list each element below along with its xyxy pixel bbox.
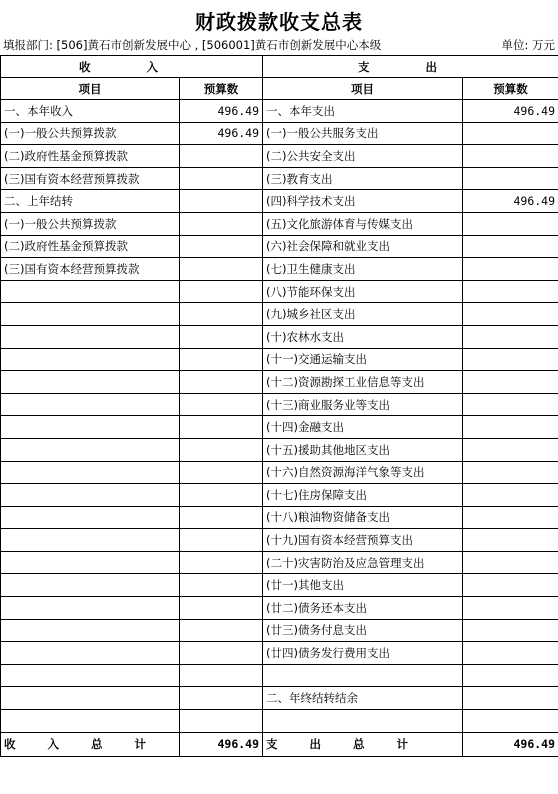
page-title: 财政拨款收支总表 (195, 10, 363, 34)
table-row (1, 303, 558, 326)
expense-item-cell: (廿一)其他支出 (263, 574, 463, 597)
table-row (1, 461, 558, 484)
expense-value-cell (463, 258, 558, 281)
income-value-cell (180, 529, 263, 552)
expense-value-cell (463, 461, 558, 484)
expense-item-header: 项目 (263, 78, 463, 100)
expense-item-cell: (二)公共安全支出 (263, 145, 463, 168)
table-row (1, 574, 558, 597)
table-row (1, 506, 558, 529)
expense-value-cell (463, 167, 558, 190)
table-row (1, 664, 558, 687)
income-value-cell (180, 416, 263, 439)
income-item-cell (1, 416, 180, 439)
income-section-header: 收 入 (1, 56, 263, 78)
income-total-label: 收 入 总 计 (1, 732, 180, 756)
expense-item-cell: 二、年终结转结余 (263, 687, 463, 710)
income-item-cell: (一)一般公共预算拨款 (1, 122, 180, 145)
income-value-cell (180, 484, 263, 507)
income-item-cell (1, 710, 180, 733)
table-row (1, 416, 558, 439)
expense-total-label: 支 出 总 计 (263, 732, 463, 756)
income-budget-header: 预算数 (180, 78, 263, 100)
table-row (1, 687, 558, 710)
expense-item-cell: (十)农林水支出 (263, 325, 463, 348)
income-item-cell: (三)国有资本经营预算拨款 (1, 167, 180, 190)
income-item-cell (1, 438, 180, 461)
income-item-cell (1, 461, 180, 484)
expense-item-cell: (三)教育支出 (263, 167, 463, 190)
income-total-value: 496.49 (180, 732, 263, 756)
table-row (1, 371, 558, 394)
expense-value-cell: 496.49 (463, 100, 558, 123)
expense-item-cell: (一)一般公共服务支出 (263, 122, 463, 145)
income-item-cell (1, 597, 180, 620)
expense-total-value: 496.49 (463, 732, 558, 756)
income-value-cell: 496.49 (180, 122, 263, 145)
income-item-cell (1, 551, 180, 574)
income-value-cell (180, 235, 263, 258)
income-value-cell (180, 597, 263, 620)
income-item-cell: (一)一般公共预算拨款 (1, 212, 180, 235)
income-item-cell (1, 619, 180, 642)
income-value-cell (180, 190, 263, 213)
table-row (1, 597, 558, 620)
income-value-cell (180, 642, 263, 665)
income-item-cell: (二)政府性基金预算拨款 (1, 145, 180, 168)
income-item-cell (1, 529, 180, 552)
income-value-cell (180, 371, 263, 394)
expense-item-cell: (十四)金融支出 (263, 416, 463, 439)
table-row (1, 393, 558, 416)
table-row (1, 258, 558, 281)
income-value-cell: 496.49 (180, 100, 263, 123)
income-item-cell: 一、本年收入 (1, 100, 180, 123)
table-row (1, 235, 558, 258)
expense-value-cell (463, 619, 558, 642)
income-value-cell (180, 438, 263, 461)
expense-item-cell (263, 664, 463, 687)
income-value-cell (180, 461, 263, 484)
income-item-cell (1, 484, 180, 507)
income-value-cell (180, 664, 263, 687)
expense-value-cell (463, 303, 558, 326)
expense-item-cell: (四)科学技术支出 (263, 190, 463, 213)
column-header-row (1, 78, 558, 100)
expense-item-cell: (廿二)债务还本支出 (263, 597, 463, 620)
expense-item-cell: (廿四)债务发行费用支出 (263, 642, 463, 665)
income-item-cell (1, 348, 180, 371)
table-row (1, 710, 558, 733)
expense-value-cell (463, 484, 558, 507)
expense-value-cell: 496.49 (463, 190, 558, 213)
table-row (1, 325, 558, 348)
expense-value-cell (463, 325, 558, 348)
expense-item-cell: (六)社会保障和就业支出 (263, 235, 463, 258)
table-row (1, 190, 558, 213)
table-row (1, 100, 558, 123)
income-item-cell (1, 325, 180, 348)
expense-item-cell: (五)文化旅游体育与传媒支出 (263, 212, 463, 235)
expense-value-cell (463, 235, 558, 258)
expense-value-cell (463, 664, 558, 687)
income-item-cell (1, 664, 180, 687)
income-item-cell (1, 371, 180, 394)
income-value-cell (180, 348, 263, 371)
expense-item-cell: (七)卫生健康支出 (263, 258, 463, 281)
expense-item-cell: (十五)援助其他地区支出 (263, 438, 463, 461)
totals-row (1, 732, 558, 756)
expense-value-cell (463, 145, 558, 168)
expense-value-cell (463, 687, 558, 710)
income-value-cell (180, 258, 263, 281)
budget-summary-table (0, 55, 558, 757)
income-value-cell (180, 145, 263, 168)
income-value-cell (180, 325, 263, 348)
expense-value-cell (463, 348, 558, 371)
income-value-cell (180, 710, 263, 733)
income-value-cell (180, 167, 263, 190)
income-item-header: 项目 (1, 78, 180, 100)
income-value-cell (180, 280, 263, 303)
expense-item-cell (263, 710, 463, 733)
expense-item-cell: (十八)粮油物资储备支出 (263, 506, 463, 529)
income-value-cell (180, 619, 263, 642)
expense-section-header: 支 出 (263, 56, 558, 78)
income-item-cell (1, 687, 180, 710)
income-value-cell (180, 687, 263, 710)
expense-item-cell: (十六)自然资源海洋气象等支出 (263, 461, 463, 484)
expense-item-cell: (九)城乡社区支出 (263, 303, 463, 326)
expense-value-cell (463, 122, 558, 145)
expense-item-cell: (二十)灾害防治及应急管理支出 (263, 551, 463, 574)
expense-budget-header: 预算数 (463, 78, 558, 100)
expense-value-cell (463, 574, 558, 597)
expense-item-cell: 一、本年支出 (263, 100, 463, 123)
expense-value-cell (463, 529, 558, 552)
expense-value-cell (463, 371, 558, 394)
income-value-cell (180, 506, 263, 529)
expense-item-cell: (十三)商业服务业等支出 (263, 393, 463, 416)
expense-value-cell (463, 710, 558, 733)
expense-item-cell: (八)节能环保支出 (263, 280, 463, 303)
expense-value-cell (463, 212, 558, 235)
table-row (1, 348, 558, 371)
income-value-cell (180, 393, 263, 416)
expense-item-cell: (十二)资源勘探工业信息等支出 (263, 371, 463, 394)
income-item-cell (1, 393, 180, 416)
expense-item-cell: (十一)交通运输支出 (263, 348, 463, 371)
table-row (1, 212, 558, 235)
table-row (1, 642, 558, 665)
table-row (1, 619, 558, 642)
income-item-cell (1, 303, 180, 326)
income-item-cell: (三)国有资本经营预算拨款 (1, 258, 180, 281)
income-value-cell (180, 551, 263, 574)
income-item-cell (1, 642, 180, 665)
table-row (1, 145, 558, 168)
table-row (1, 167, 558, 190)
expense-value-cell (463, 506, 558, 529)
table-row (1, 438, 558, 461)
section-header-row (1, 56, 558, 78)
reporting-unit: 填报部门: [506]黄石市创新发展中心 , [506001]黄石市创新发展中心本级 (3, 38, 382, 52)
income-item-cell (1, 280, 180, 303)
income-item-cell (1, 506, 180, 529)
expense-item-cell: (十七)住房保障支出 (263, 484, 463, 507)
expense-value-cell (463, 416, 558, 439)
income-value-cell (180, 303, 263, 326)
income-item-cell: (二)政府性基金预算拨款 (1, 235, 180, 258)
unit-label: 单位: 万元 (501, 38, 555, 52)
expense-value-cell (463, 280, 558, 303)
income-value-cell (180, 574, 263, 597)
table-row (1, 551, 558, 574)
income-item-cell (1, 574, 180, 597)
table-row (1, 484, 558, 507)
expense-item-cell: (廿三)债务付息支出 (263, 619, 463, 642)
table-row (1, 529, 558, 552)
expense-value-cell (463, 393, 558, 416)
expense-value-cell (463, 551, 558, 574)
table-row (1, 122, 558, 145)
expense-item-cell: (十九)国有资本经营预算支出 (263, 529, 463, 552)
expense-value-cell (463, 597, 558, 620)
income-item-cell: 二、上年结转 (1, 190, 180, 213)
expense-value-cell (463, 438, 558, 461)
expense-value-cell (463, 642, 558, 665)
table-row (1, 280, 558, 303)
income-value-cell (180, 212, 263, 235)
